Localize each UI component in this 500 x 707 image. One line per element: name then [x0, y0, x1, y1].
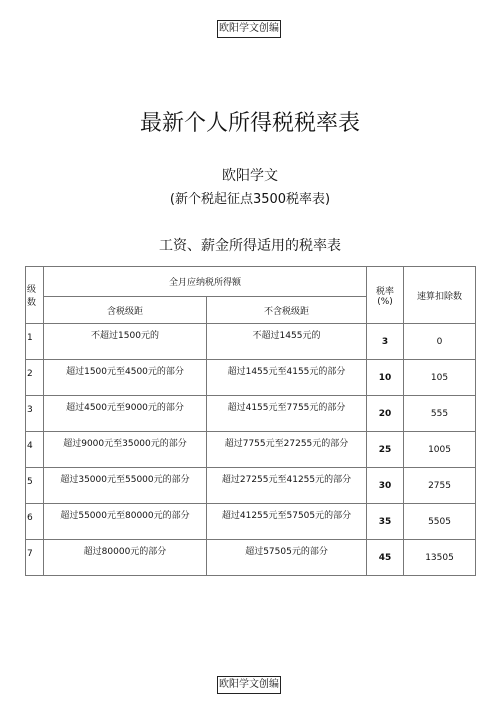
row-deduction: 0 [404, 324, 476, 360]
header-stamp: 欧阳学文创编 [217, 20, 281, 38]
row-rate: 45 [367, 540, 404, 576]
row-level: 1 [26, 324, 44, 360]
row-deduction: 13505 [404, 540, 476, 576]
table-row [26, 396, 476, 432]
row-deduction: 105 [404, 360, 476, 396]
header-deduction: 速算扣除数 [404, 267, 476, 324]
subtitle: (新个税起征点3500税率表) [169, 192, 331, 207]
header-without-tax: 不含税级距 [207, 297, 367, 324]
header-with-tax: 含税级距 [44, 297, 207, 324]
row-rate: 10 [367, 360, 404, 396]
row-without-tax: 超过57505元的部分 [207, 540, 367, 576]
row-without-tax: 超过41255元至57505元的部分 [207, 504, 367, 540]
row-without-tax: 不超过1455元的 [207, 324, 367, 360]
row-deduction: 5505 [404, 504, 476, 540]
table-row [26, 324, 476, 360]
tax-rate-table [25, 266, 476, 576]
document-title: 最新个人所得税税率表 [139, 111, 360, 136]
row-level: 7 [26, 540, 44, 576]
header-income: 全月应纳税所得额 [44, 267, 367, 297]
table-title: 工资、薪金所得适用的税率表 [159, 238, 341, 254]
row-rate: 20 [367, 396, 404, 432]
table-row [26, 540, 476, 576]
row-with-tax: 超过4500元至9000元的部分 [44, 396, 207, 432]
table-row [26, 468, 476, 504]
table-body [26, 324, 476, 576]
row-with-tax: 不超过1500元的 [44, 324, 207, 360]
row-with-tax: 超过80000元的部分 [44, 540, 207, 576]
row-with-tax: 超过55000元至80000元的部分 [44, 504, 207, 540]
row-level: 3 [26, 396, 44, 432]
row-without-tax: 超过27255元至41255元的部分 [207, 468, 367, 504]
row-level: 6 [26, 504, 44, 540]
row-with-tax: 超过1500元至4500元的部分 [44, 360, 207, 396]
row-level: 4 [26, 432, 44, 468]
table-header-row [26, 267, 476, 297]
table-row [26, 504, 476, 540]
table-row [26, 360, 476, 396]
row-with-tax: 超过9000元至35000元的部分 [44, 432, 207, 468]
row-level: 5 [26, 468, 44, 504]
header-level: 级 数 [26, 267, 44, 324]
row-without-tax: 超过1455元至4155元的部分 [207, 360, 367, 396]
row-with-tax: 超过35000元至55000元的部分 [44, 468, 207, 504]
row-without-tax: 超过7755元至27255元的部分 [207, 432, 367, 468]
row-deduction: 1005 [404, 432, 476, 468]
row-rate: 30 [367, 468, 404, 504]
row-rate: 25 [367, 432, 404, 468]
row-without-tax: 超过4155元至7755元的部分 [207, 396, 367, 432]
footer-stamp: 欧阳学文创编 [217, 676, 281, 694]
author-line: 欧阳学文 [222, 168, 278, 184]
table-row [26, 432, 476, 468]
header-rate: 税率 (%) [367, 267, 404, 324]
row-level: 2 [26, 360, 44, 396]
row-deduction: 2755 [404, 468, 476, 504]
row-deduction: 555 [404, 396, 476, 432]
row-rate: 3 [367, 324, 404, 360]
row-rate: 35 [367, 504, 404, 540]
